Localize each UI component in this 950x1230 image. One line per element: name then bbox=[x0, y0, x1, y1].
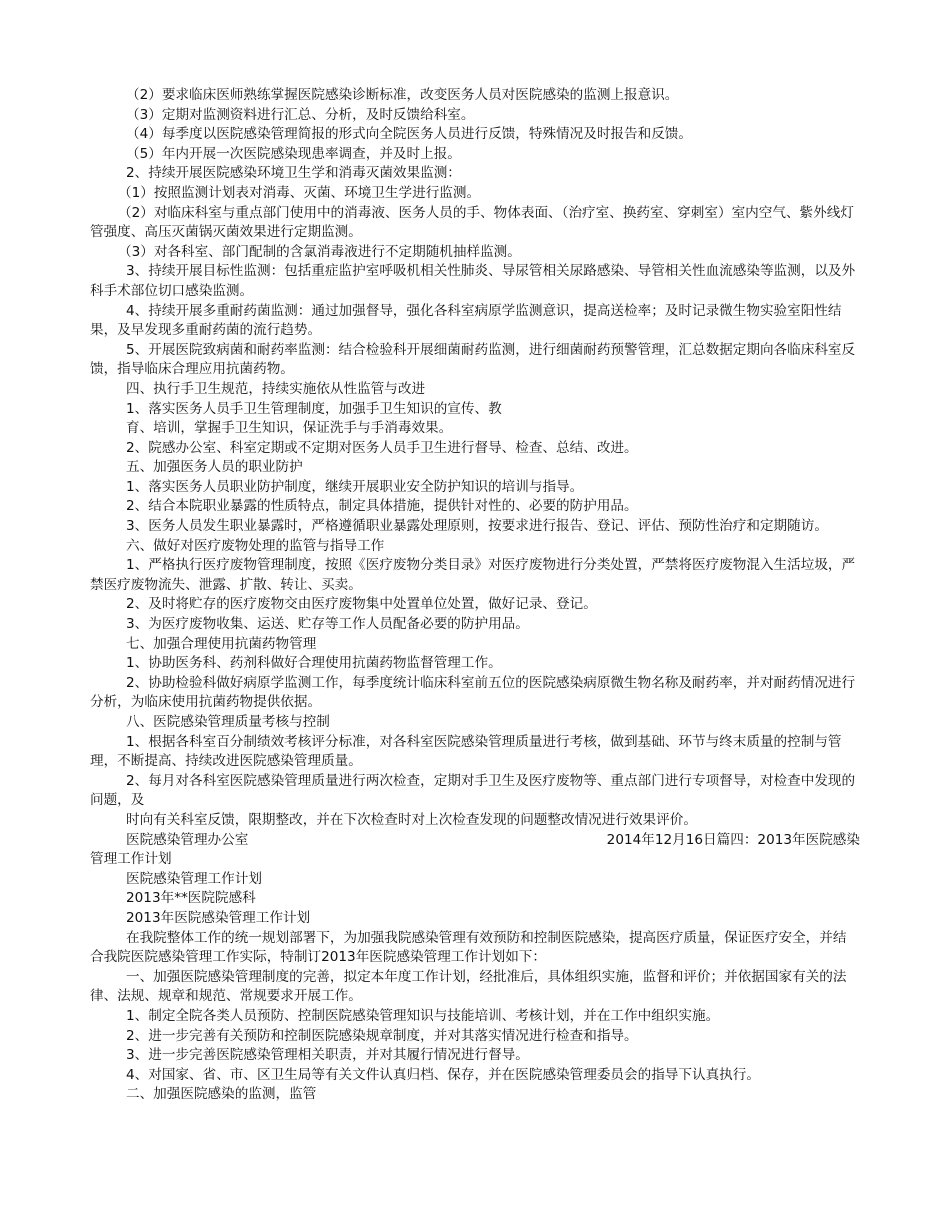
paragraph: 在我院整体工作的统一规划部署下，为加强我院感染管理有效预防和控制医院感染，提高医疗质量，保证医疗安全，并结合我院医院感染管理工作实际，特制订2013年医院感染管理工作计划如下： bbox=[90, 929, 847, 966]
paragraph: 1、严格执行医疗废物管理制度，按照《医疗废物分类目录》对医疗废物进行分类处置，严禁将医疗废物混入生活垃圾，严禁医疗废物流失、泄露、扩散、转让、买卖。 bbox=[90, 557, 856, 593]
paragraph: 2、及时将贮存的医疗废物交由医疗废物集中处置单位处置，做好记录、登记。 bbox=[126, 596, 597, 613]
paragraph: 2、持续开展医院感染环境卫生学和消毒灭菌效果监测： bbox=[126, 165, 461, 182]
paragraph: 六、做好对医疗废物处理的监管与指导工作 bbox=[126, 537, 385, 554]
paragraph: 4、持续开展多重耐药菌监测：通过加强督导，强化各科室病原学监测意识，提高送检率；及时记录微生物实验室阳性结果，及早发现多重耐药菌的流行趋势。 bbox=[90, 302, 842, 339]
paragraph: 八、医院感染管理质量考核与控制 bbox=[126, 714, 330, 730]
paragraph: 时向有关科室反馈，限期整改，并在下次检查时对上次检查发现的问题整改情况进行效果评价。 bbox=[126, 811, 697, 828]
paragraph: 4、对国家、省、市、区卫生局等有关文件认真归档、保存，并在医院感染管理委员会的指导下认真执行。 bbox=[126, 1066, 760, 1083]
signature-continuation: 管理工作计划 bbox=[90, 851, 172, 868]
paragraph: （2）对临床科室与重点部门使用中的消毒液、医务人员的手、物体表面、（治疗室、换药室、穿刺室）室内空气、紫外线灯管强度、高压灭菌锅灭菌效果进行定期监测。 bbox=[90, 204, 854, 241]
paragraph: 1、落实医务人员职业防护制度，继续开展职业安全防护知识的培训与指导。 bbox=[126, 478, 584, 495]
paragraph: 1、协助医务科、药剂科做好合理使用抗菌药物监督管理工作。 bbox=[126, 655, 502, 672]
paragraph: 1、落实医务人员手卫生管理制度，加强手卫生知识的宣传、教 bbox=[126, 400, 502, 417]
signature-date: 2014年12月16日篇四：2013年医院感染 bbox=[606, 831, 860, 848]
paragraph: 育、培训，掌握手卫生知识，保证洗手与手消毒效果。 bbox=[126, 420, 453, 437]
paragraph: （1）按照监测计划表对消毒、灭菌、环境卫生学进行监测。 bbox=[118, 184, 481, 201]
paragraph: 3、医务人员发生职业暴露时，严格遵循职业暴露处理原则，按要求进行报告、登记、评估、预防性治疗和定期随访。 bbox=[126, 518, 828, 535]
paragraph: （3）对各科室、部门配制的含氯消毒液进行不定期随机抽样监测。 bbox=[118, 243, 521, 260]
paragraph: 2、进一步完善有关预防和控制医院感染规章制度，并对其落实情况进行检查和指导。 bbox=[126, 1027, 638, 1044]
paragraph: 2、每月对各科室医院感染管理质量进行两次检查，定期对手卫生及医疗废物等、重点部门进行专项督导，对检查中发现的问题，及 bbox=[90, 772, 856, 809]
paragraph: 2、结合本院职业暴露的性质特点，制定具体措施，提供针对性的、必要的防护用品。 bbox=[126, 498, 638, 515]
paragraph: 2、协助检验科做好病原学监测工作，每季度统计临床科室前五位的医院感染病原微生物名称及耐药率，并对耐药情况进行分析，为临床使用抗菌药物提供依据。 bbox=[90, 674, 856, 711]
paragraph: 五、加强医务人员的职业防护 bbox=[126, 459, 303, 476]
paragraph: 1、制定全院各类人员预防、控制医院感染管理知识与技能培训、考核计划，并在工作中组织实施。 bbox=[126, 1007, 720, 1024]
paragraph: 2、院感办公室、科室定期或不定期对医务人员手卫生进行督导、检查、总结、改进。 bbox=[126, 439, 638, 456]
paragraph: 四、执行手卫生规范，持续实施依从性监管与改进 bbox=[126, 380, 426, 397]
paragraph-group-before bbox=[90, 86, 860, 831]
paragraph: 一、加强医院感染管理制度的完善，拟定本年度工作计划，经批准后，具体组织实施，监督和评价；并依据国家有关的法律、法规、规章和规范、常规要求开展工作。 bbox=[90, 968, 847, 1005]
paragraph: 二、加强医院感染的监测，监管 bbox=[126, 1086, 317, 1103]
paragraph: 2013年**医院院感科 bbox=[126, 890, 256, 907]
paragraph: 3、进一步完善医院感染管理相关职责，并对其履行情况进行督导。 bbox=[126, 1047, 529, 1064]
paragraph: （5）年内开展一次医院感染现患率调查，并及时上报。 bbox=[126, 145, 461, 162]
paragraph: 5、开展医院致病菌和耐药率监测：结合检验科开展细菌耐药监测，进行细菌耐药预警管理，汇总数据定期向各临床科室反馈，指导临床合理应用抗菌药物。 bbox=[90, 341, 856, 378]
paragraph: 医院感染管理工作计划 bbox=[126, 870, 262, 887]
paragraph: （3）定期对监测资料进行汇总、分析，及时反馈给科室。 bbox=[126, 106, 475, 123]
paragraph: 1、根据各科室百分制绩效考核评分标准，对各科室医院感染管理质量进行考核，做到基础、环节与终末质量的控制与管理，不断提高、持续改进医院感染管理质量。 bbox=[90, 733, 842, 770]
document-body bbox=[90, 86, 860, 1105]
paragraph: 七、加强合理使用抗菌药物管理 bbox=[126, 635, 317, 652]
paragraph: （2）要求临床医师熟练掌握医院感染诊断标准，改变医务人员对医院感染的监测上报意识。 bbox=[126, 87, 679, 103]
paragraph-group-after bbox=[90, 870, 860, 1105]
signature-office: 医院感染管理办公室 bbox=[126, 831, 249, 848]
paragraph: 3、持续开展目标性监测：包括重症监护室呼吸机相关性肺炎、导尿管相关尿路感染、导管相关性血流感染等监测，以及外科手术部位切口感染监测。 bbox=[90, 263, 856, 299]
paragraph: 2013年医院感染管理工作计划 bbox=[126, 909, 311, 926]
paragraph: 3、为医疗废物收集、运送、贮存等工作人员配备必要的防护用品。 bbox=[126, 616, 529, 633]
signature-row bbox=[90, 831, 860, 851]
paragraph: （4）每季度以医院感染管理简报的形式向全院医务人员进行反馈，特殊情况及时报告和反馈。 bbox=[126, 126, 692, 143]
